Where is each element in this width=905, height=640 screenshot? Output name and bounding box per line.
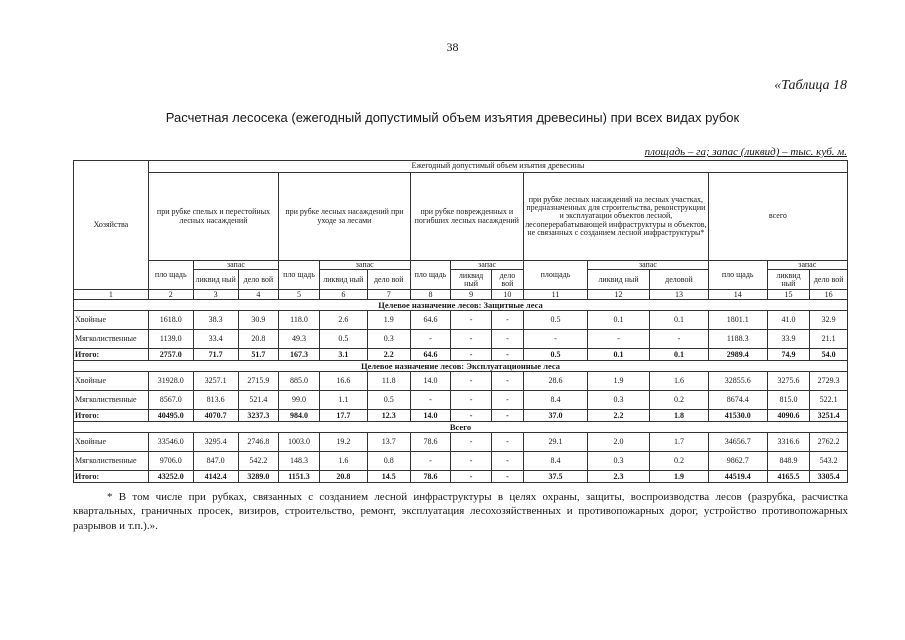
total-row [74,410,848,422]
table-cell: 0.1 [588,349,650,361]
section-header-row [74,300,848,311]
column-number: 8 [410,290,451,300]
table-cell: 0.3 [588,452,650,471]
column-number: 12 [588,290,650,300]
column-number: 6 [319,290,367,300]
table-cell: 2715.9 [238,372,279,391]
table-row [74,433,848,452]
table-cell: - [451,471,492,483]
table-cell: 78.6 [410,433,451,452]
header-stock: запас [451,261,524,270]
table-cell: - [650,330,709,349]
header-area: пло щадь [708,261,767,290]
document-title: Расчетная лесосека (ежегодный допустимый объем изъятия древесины) при всех видах рубок [165,110,740,125]
table-cell: 167.3 [279,349,320,361]
table-cell: 1.8 [650,410,709,422]
header-annual-volume: Ежегодный допустимый объем изъятия древесины [148,161,847,173]
header-area: пло щадь [148,261,193,290]
table-cell: 74.9 [767,349,810,361]
table-cell: 4142.4 [193,471,238,483]
row-label: Мягколиственные [74,452,149,471]
table-cell: - [451,452,492,471]
table-cell: 0.5 [523,349,587,361]
table-cell: 3275.6 [767,372,810,391]
table-cell: 1139.0 [148,330,193,349]
header-group-mature: при рубке спелых и перестойных лесных насаждений [148,173,278,261]
table-cell: 1.9 [650,471,709,483]
table-cell: 2762.2 [810,433,848,452]
column-number: 14 [708,290,767,300]
column-number: 9 [451,290,492,300]
table-cell: 118.0 [279,311,320,330]
table-cell: 2.0 [588,433,650,452]
table-cell: 78.6 [410,471,451,483]
header-stock: запас [319,261,410,270]
header-group-infrastructure: при рубке лесных насаждений на лесных участках, предназначенных для строительства, реконструкции и эксплуатации объектов лесной, лесоперерабатывающей инфраструктуры и объектов, не связанных с созданием лесной инфраструктуры* [523,173,708,261]
table-cell: 0.1 [650,349,709,361]
table-cell: 28.6 [523,372,587,391]
header-group-total: всего [708,173,847,261]
table-cell: 20.8 [319,471,367,483]
table-cell: - [588,330,650,349]
header-stock: запас [193,261,279,270]
table-cell: 8.4 [523,452,587,471]
table-cell: 148.3 [279,452,320,471]
header-group-damaged: при рубке поврежденных и погибших лесных насаждений [410,173,523,261]
table-cell: - [451,391,492,410]
table-cell: - [451,349,492,361]
header-farms: Хозяйства [74,161,149,290]
table-cell: 3251.4 [810,410,848,422]
column-number: 3 [193,290,238,300]
table-cell: 33.9 [767,330,810,349]
table-cell: 8674.4 [708,391,767,410]
table-cell: 11.8 [367,372,410,391]
row-label: Хвойные [74,372,149,391]
table-row [74,311,848,330]
table-cell: 4090.6 [767,410,810,422]
header-business: дело вой [491,270,523,290]
table-cell: 2.2 [588,410,650,422]
table-cell: 17.7 [319,410,367,422]
table-cell: 3305.4 [810,471,848,483]
table-cell: - [491,471,523,483]
table-row [74,452,848,471]
table-cell: 0.8 [367,452,410,471]
table-cell: 2989.4 [708,349,767,361]
table-cell: 43252.0 [148,471,193,483]
header-area: пло щадь [279,261,320,290]
table-cell: 848.9 [767,452,810,471]
table-cell: 4165.5 [767,471,810,483]
header-area: пло щадь [410,261,451,290]
table-cell: 813.6 [193,391,238,410]
total-row [74,349,848,361]
column-number: 2 [148,290,193,300]
table-cell: 20.8 [238,330,279,349]
table-cell: 37.0 [523,410,587,422]
table-cell: 2757.0 [148,349,193,361]
header-business: дело вой [810,270,848,290]
row-label: Хвойные [74,433,149,452]
footnote-text: * В том числе при рубках, связанных с созданием лесной инфраструктуры в целях охраны, защиты, воспроизводства лесов (разрубка, расчистка квартальных, граничных просек, визиров, строительство, ремонт, эксплуатация лесохозяйственных и противопожарных дорог, устройство противопожарных разрывов и т.п.).». [73,491,848,532]
table-reference: «Таблица 18 [774,78,847,93]
total-row [74,471,848,483]
table-cell: - [491,433,523,452]
table-cell: 3237.3 [238,410,279,422]
table-row [74,372,848,391]
header-group-thinning: при рубке лесных насаждений при уходе за лесами [279,173,410,261]
section-title: Целевое назначение лесов: Эксплуатационные леса [74,361,848,372]
table-cell: 12.3 [367,410,410,422]
table-cell: 13.7 [367,433,410,452]
table-cell: 522.1 [810,391,848,410]
table-cell: 32.9 [810,311,848,330]
table-cell: 3.1 [319,349,367,361]
table-cell: 0.2 [650,452,709,471]
table-cell: 49.3 [279,330,320,349]
table-cell: 19.2 [319,433,367,452]
table-cell: - [410,452,451,471]
table-cell: 16.6 [319,372,367,391]
header-liquid: ликвид ный [451,270,492,290]
table-cell: - [451,410,492,422]
row-label: Мягколиственные [74,330,149,349]
table-cell: 33.4 [193,330,238,349]
allowable-cut-table [73,160,848,483]
table-cell: - [451,311,492,330]
table-cell: 99.0 [279,391,320,410]
table-cell: - [451,330,492,349]
column-number: 5 [279,290,320,300]
column-number: 10 [491,290,523,300]
table-cell: - [491,410,523,422]
table-cell: 4070.7 [193,410,238,422]
table-cell: 33546.0 [148,433,193,452]
table-cell: 64.6 [410,349,451,361]
table-cell: 0.1 [650,311,709,330]
table-cell: 1801.1 [708,311,767,330]
table-cell: 9862.7 [708,452,767,471]
table-row [74,391,848,410]
table-cell: - [451,372,492,391]
header-liquid: ликвид ный [767,270,810,290]
table-cell: 984.0 [279,410,320,422]
table-cell: - [491,349,523,361]
row-label: Мягколиственные [74,391,149,410]
page-number: 38 [446,40,459,54]
table-cell: 51.7 [238,349,279,361]
table-cell: 21.1 [810,330,848,349]
table-cell: 8567.0 [148,391,193,410]
row-label: Итого: [74,471,149,483]
table-cell: 30.9 [238,311,279,330]
table-cell: 31928.0 [148,372,193,391]
table-cell: - [410,330,451,349]
table-cell: 542.2 [238,452,279,471]
table-cell: 1.6 [319,452,367,471]
column-number: 11 [523,290,587,300]
table-cell: - [491,452,523,471]
table-cell: 1188.3 [708,330,767,349]
table-cell: 2.3 [588,471,650,483]
row-label: Итого: [74,349,149,361]
section-title: Всего [74,422,848,433]
table-cell: 41.0 [767,311,810,330]
table-cell: 0.5 [367,391,410,410]
table-cell: 1003.0 [279,433,320,452]
section-title: Целевое назначение лесов: Защитные леса [74,300,848,311]
column-number: 15 [767,290,810,300]
table-cell: 14.5 [367,471,410,483]
table-cell: 2.6 [319,311,367,330]
table-cell: 37.5 [523,471,587,483]
table-cell: 1618.0 [148,311,193,330]
table-cell: 885.0 [279,372,320,391]
table-cell: 1.7 [650,433,709,452]
column-number: 7 [367,290,410,300]
table-cell: 9706.0 [148,452,193,471]
header-stock: запас [588,261,709,270]
table-cell: - [491,311,523,330]
table-cell: 41530.0 [708,410,767,422]
column-number: 1 [74,290,149,300]
table-cell: 29.1 [523,433,587,452]
table-cell: 815.0 [767,391,810,410]
table-cell: 2746.8 [238,433,279,452]
table-cell: 1.9 [588,372,650,391]
table-cell: - [410,391,451,410]
table-cell: 34656.7 [708,433,767,452]
header-liquid: ликвид ный [319,270,367,290]
table-cell: 8.4 [523,391,587,410]
table-cell: 0.5 [523,311,587,330]
column-number: 16 [810,290,848,300]
table-row [74,330,848,349]
table-cell: 32855.6 [708,372,767,391]
header-business: деловой [650,270,709,290]
table-cell: - [491,372,523,391]
table-cell: 3295.4 [193,433,238,452]
table-cell: 847.0 [193,452,238,471]
table-cell: 14.0 [410,372,451,391]
section-header-row [74,422,848,433]
table-cell: 64.6 [410,311,451,330]
table-cell: 543.2 [810,452,848,471]
header-business: дело вой [238,270,279,290]
section-header-row [74,361,848,372]
table-cell: 0.2 [650,391,709,410]
table-cell: 3289.0 [238,471,279,483]
table-cell: - [491,391,523,410]
header-liquid: ликвид ный [193,270,238,290]
row-label: Хвойные [74,311,149,330]
table-cell: 0.1 [588,311,650,330]
table-cell: 14.0 [410,410,451,422]
table-cell: 0.5 [319,330,367,349]
column-number: 13 [650,290,709,300]
table-cell: 1.9 [367,311,410,330]
table-cell: 1.6 [650,372,709,391]
header-stock: запас [767,261,847,270]
table-cell: 1.1 [319,391,367,410]
table-cell: 2729.3 [810,372,848,391]
table-cell: 44519.4 [708,471,767,483]
footnote [73,490,848,533]
table-cell: - [523,330,587,349]
table-cell: 521.4 [238,391,279,410]
table-cell: - [451,433,492,452]
row-label: Итого: [74,410,149,422]
table-cell: 54.0 [810,349,848,361]
table-cell: 3316.6 [767,433,810,452]
column-number: 4 [238,290,279,300]
header-area: площадь [523,261,587,290]
units-note: площадь – га; запас (ликвид) – тыс. куб. м. [644,146,847,158]
header-business: дело вой [367,270,410,290]
table-cell: 0.3 [588,391,650,410]
table-cell: 71.7 [193,349,238,361]
table-cell: - [491,330,523,349]
table-cell: 1151.3 [279,471,320,483]
table-cell: 40495.0 [148,410,193,422]
table-cell: 2.2 [367,349,410,361]
table-cell: 38.3 [193,311,238,330]
table-cell: 3257.1 [193,372,238,391]
table-cell: 0.3 [367,330,410,349]
header-liquid: ликвид ный [588,270,650,290]
